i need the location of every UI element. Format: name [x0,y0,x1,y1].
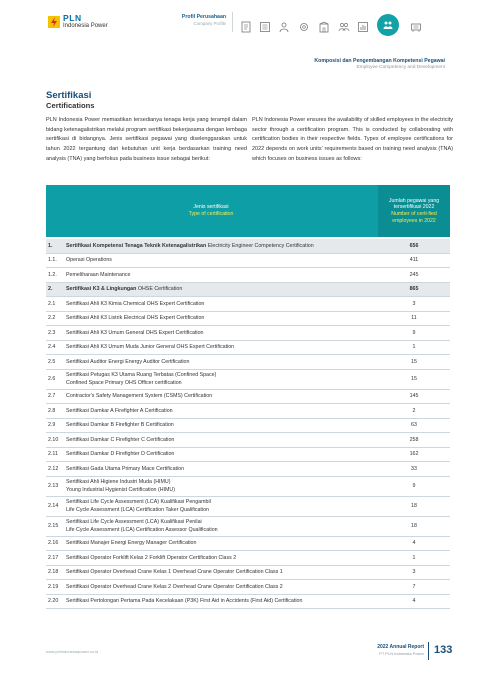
row-value: 145 [409,393,419,400]
row-number: 2.7 [48,393,56,400]
header-type [46,185,376,237]
footer-report-subtitle: PT PLN Indonesia Power [379,651,424,656]
row-label-id: Sertifikasi Life Cycle Assessment (LCA) Kualifikasi Penilai [66,519,202,525]
row-label-en: OHSE Certification [137,286,183,293]
row-value: 15 [411,358,417,365]
row-value: 258 [409,436,419,443]
row-description [66,568,378,576]
row-value: 2 [412,407,416,414]
row-label-id: Sertifikasi Life Cycle Assessment (LCA) Kualifikasi Pengambil [66,499,211,505]
table-section-row [46,283,450,298]
table-row [46,595,450,610]
row-label-id: Sertifikasi Operator Overhead Crane Kelas 1 [66,569,172,576]
row-value: 1 [412,344,416,351]
row-number: 2.1 [48,300,56,307]
header-count-label-en: Number of certi-fied employees in 2022 [391,211,437,224]
row-value: 865 [409,286,419,293]
row-value: 4 [412,540,416,547]
handshake-icon[interactable] [377,14,399,36]
row-label-en: General OHS Expert Certification [125,329,204,336]
row-label-en: Firefighter A Certification [114,407,173,414]
row-label-en: Junior General OHS Expert Certification [140,344,235,351]
table-header [46,185,450,237]
row-label-en: Primary Mace Certification [121,465,185,472]
row-description [66,407,378,415]
row-label-en: Chemical OHS Expert Certification [123,300,205,307]
row-label-en: Electricity Engineer Competency Certification [207,242,314,249]
row-value: 656 [409,242,419,249]
row-label-id: Sertifikasi Ahli K3 Kimia [66,300,122,307]
row-number: 2.4 [48,344,56,351]
row-label-id: Sertifikasi Damkar B [66,422,114,429]
row-label-id: Sertifikasi Auditor Energi [66,358,124,365]
row-description [66,436,378,444]
factory-icon[interactable] [410,21,422,33]
table-row [46,448,450,463]
section-title: Profil Perusahaan [181,14,226,20]
row-description [66,329,378,337]
page-subtitle: Certifications [46,101,95,110]
row-number: 2. [48,286,53,293]
row-number: 2.6 [48,376,56,382]
row-description [66,314,378,322]
row-description [66,465,378,473]
footer-url: www.plnindonesiapower.co.id [46,649,99,654]
row-label-id: Operasi [66,257,85,264]
row-description [66,392,378,400]
row-description [66,450,378,458]
header-count [378,185,450,237]
table-row [46,404,450,419]
table-row [46,390,450,405]
row-description [66,539,378,547]
row-value: 3 [412,569,416,576]
row-value: 7 [412,583,416,590]
row-value: 18 [411,503,417,509]
table-row [46,517,450,537]
row-number: 2.16 [48,540,59,547]
row-label-id: Sertifikasi Damkar A [66,407,114,414]
row-description [66,256,378,264]
row-label-en: Life Cycle Assessment (LCA) Certification Assessor Qualification [66,527,218,533]
row-number: 2.10 [48,436,59,443]
row-description [66,554,378,562]
row-value: 162 [409,451,419,458]
row-label-en: Firefighter C Certification [115,436,175,443]
row-description [66,421,378,429]
row-number: 2.19 [48,583,59,590]
row-description [66,371,378,387]
logo-text: PLN [63,13,82,23]
row-number: 2.14 [48,503,59,509]
table-section-row [46,239,450,254]
row-value: 15 [411,376,417,382]
row-label-en: Operations [86,257,112,264]
row-label-id: Sertifikasi Ahli K3 Umum Muda [66,344,139,351]
row-label-id: Pemeliharaan [66,271,99,278]
page-header [0,0,480,48]
header-count-label: Jumlah pegawai yang tersertifikasi 2022 [388,197,440,211]
row-number: 1.1. [48,257,57,264]
table-row [46,551,450,566]
table-body [46,239,450,609]
row-value: 9 [412,483,416,489]
building-icon[interactable] [318,21,330,33]
row-description [66,358,378,366]
row-label-id: Sertifikasi Gada Utama [66,465,121,472]
row-label-id: Sertifikasi Damkar D [66,451,115,458]
row-description [66,300,378,308]
chart-icon[interactable] [357,21,369,33]
row-label-en: First Aid in Accidents (First Aid) Certification [199,598,303,605]
row-number: 2.5 [48,358,56,365]
row-label-id: Sertifikasi Manajer Energi [66,540,127,547]
table-row [46,254,450,269]
row-value: 1 [412,554,416,561]
row-label-id: Sertifikasi K3 & Lingkungan [66,286,137,293]
row-label-en: Confined Space Primary OHS Officer certification [66,380,182,386]
header-type-label: Jenis sertifikasi [193,204,229,210]
table-row [46,537,450,552]
row-value: 411 [409,257,419,264]
row-number: 2.12 [48,465,59,472]
row-label-en: Energy Auditor Certification [125,358,190,365]
row-description [66,597,378,605]
row-number: 2.11 [48,451,58,458]
table-row [46,477,450,497]
row-label-id: Sertifikasi Ahli K3 Umum [66,329,124,336]
row-description [66,498,378,514]
table-row [46,297,450,312]
pln-logo-icon [48,16,60,28]
section-subtitle: Company Profile [193,21,226,26]
table-row [46,268,450,283]
row-number: 2.2 [48,315,56,322]
row-label-id: Contractor's Safety Management System (CSMS) Certification [66,393,213,400]
row-description [66,478,378,494]
gear-icon[interactable] [298,21,310,33]
list-icon[interactable] [259,21,271,33]
row-label-id: Sertifikasi Operator Overhead Crane Kelas 2 [66,583,172,590]
row-value: 63 [411,422,417,429]
row-number: 2.15 [48,523,59,529]
row-value: 4 [412,598,416,605]
row-number: 2.17 [48,554,59,561]
row-description [66,583,378,591]
chapter-title: Komposisi dan Pengembangan Kompetensi Pegawai [314,58,445,64]
row-label-id: Sertifikasi Petugas K3 Utama Ruang Terbatas (Confined Space) [66,372,217,378]
row-label-id: Sertifikasi Damkar C [66,436,115,443]
row-number: 1.2. [48,271,57,278]
row-label-en: Maintenance [100,271,131,278]
row-label-en: Firefighter B Certification [115,422,174,429]
table-row [46,580,450,595]
chapter-subtitle: Employee Competency and Development [356,65,445,70]
table-row [46,326,450,341]
table-row [46,312,450,327]
table-row [46,566,450,581]
footer-divider [428,642,429,660]
row-label-en: Overhead Crane Operator Certification Class 1 [172,569,283,576]
row-label-en: Energy Manager Certification [127,540,197,547]
header-type-label-en: Type of certification [188,211,234,217]
table-row [46,355,450,370]
row-label-id: Sertifikasi Pertolongan Pertama Pada Kecelakaan (P3K) [66,598,199,605]
row-description [66,271,378,279]
row-label-en: Firefighter D Certification [115,451,175,458]
row-number: 2.9 [48,422,56,429]
table-row [46,497,450,517]
intro-paragraph-id: PLN Indonesia Power memastikan tersedianya tenaga kerja yang terampil dalam bidang ketenagalistrikan melalui program sertifikasi bekerjasama dengan lembaga sertifikasi di bidangnya. Jenis sertifikasi pegawai yang diselenggarakan untuk tahun 2022 tergantung dari kebutuhan unit kerja berdasarkan training need analysis (TNA) yang berfokus pada business issue sebagai berikut: [46,117,247,162]
table-row [46,462,450,477]
row-number: 1. [48,242,53,249]
row-label-en: Young Industrial Hygienist Certification (HIMU) [66,487,176,493]
row-value: 11 [411,315,417,322]
page-number: 133 [434,644,453,656]
row-label-en: Life Cycle Assessment (LCA) Certification Taker Qualification [66,507,209,513]
person-icon[interactable] [278,21,290,33]
row-description [66,285,378,293]
row-value: 9 [412,329,416,336]
row-number: 2.18 [48,569,59,576]
people-icon[interactable] [338,21,350,33]
row-description [66,343,378,351]
row-label-id: Sertifikasi Ahli K3 Listrik [66,315,123,322]
row-label-en: Electrical OHS Expert Certification [123,315,205,322]
table-row [46,433,450,448]
table-row [46,419,450,434]
row-label-id: Sertifikasi Ahli Higiene Industri Muda (HIMU) [66,479,171,485]
document-icon[interactable] [240,21,252,33]
row-value: 33 [411,465,417,472]
header-divider [232,12,233,32]
row-number: 2.20 [48,598,59,605]
row-value: 18 [411,523,417,529]
logo-subtext: Indonesia Power [63,23,108,29]
row-value: 245 [409,271,419,278]
table-row [46,370,450,390]
row-label-id: Sertifikasi Operator Forklift Kelas 2 [66,554,148,561]
row-label-en: Forklift Operator Certification Class 2 [149,554,237,561]
row-label-en: Overhead Crane Operator Certification Class 2 [172,583,283,590]
row-number: 2.8 [48,407,56,414]
page-title: Sertifikasi [46,90,92,101]
footer-report-title: 2022 Annual Report [377,644,424,650]
row-description [66,242,378,250]
row-value: 3 [412,300,416,307]
table-row [46,341,450,356]
certification-table [46,185,450,609]
row-number: 2.3 [48,329,56,336]
row-description [66,518,378,534]
row-number: 2.13 [48,483,59,489]
intro-paragraph-en: PLN Indonesia Power ensures the availability of skilled employees in the electricity sector through a certification program. This is conducted by collaborating with certification bodies in their respective fields. Types of employee certifications for 2022 depends on work units' requirements based on training need analysis (TNA) which focuses on business issues as follows: [252,117,453,162]
row-label-id: Sertifikasi Kompetensi Tenaga Teknik Ketenagalistrikan [66,242,207,249]
